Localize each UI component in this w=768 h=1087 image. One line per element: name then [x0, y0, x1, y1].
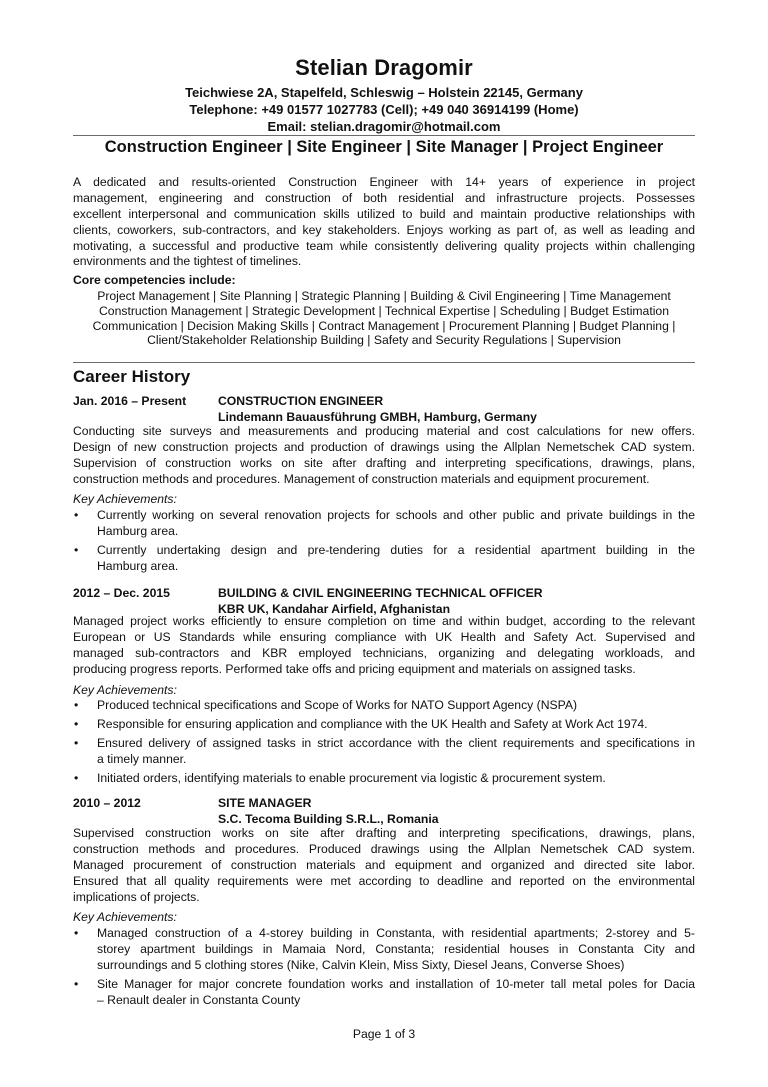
job-dates: Jan. 2016 – Present [73, 394, 187, 408]
competency-line: Project Management | Site Planning | Strategic Planning | Building & Civil Engineering | Time Management [97, 289, 671, 303]
description-line: Supervision of construction works on site after drafting and interpreting specifications, drawings, plans, [73, 455, 695, 470]
career-history-heading: Career History [73, 367, 191, 386]
achievement-item [73, 698, 695, 714]
summary-paragraph [73, 175, 695, 270]
key-achievements-label: Key Achievements: [73, 683, 177, 697]
key-achievements-label: Key Achievements: [73, 492, 177, 506]
achievement-text: Ensured delivery of assigned tasks in strict accordance with the client requirements and specifications in [97, 735, 695, 750]
bullet-icon: • [74, 698, 79, 712]
achievement-text: a timely manner. [97, 751, 187, 766]
section-divider [73, 362, 695, 363]
description-line: Conducting site surveys and measurements and producing material and cost calculations for new offers. [73, 424, 695, 438]
achievement-item [73, 977, 695, 1009]
job-header [73, 585, 695, 617]
achievement-text: Hamburg area. [97, 523, 179, 538]
page-number: Page 1 of 3 [352, 1027, 416, 1041]
job-role: BUILDING & CIVIL ENGINEERING TECHNICAL OFFICER [218, 586, 543, 600]
achievements-list [73, 508, 695, 578]
job-description [73, 424, 695, 488]
summary-line: management, engineering and construction of both residential and infrastructure projects. Possesses [73, 190, 695, 205]
description-line: managed sub-contractors and KBR employed technicians, organizing and delegating workloads, and [73, 645, 695, 660]
job-dates: 2010 – 2012 [73, 796, 141, 810]
bullet-icon: • [74, 770, 79, 785]
competency-line: Client/Stakeholder Relationship Building | Safety and Security Regulations | Supervision [147, 333, 621, 348]
achievement-text: Responsible for ensuring application and compliance with the UK Health and Safety at Work Act 1974. [97, 716, 648, 731]
achievements-list [73, 926, 695, 1012]
bullet-icon: • [74, 926, 79, 940]
summary-line: clients, coworkers, sub-contractors, and key stakeholders. Enjoys working as part of, as well as leading and [73, 222, 695, 237]
description-line: Managed project works efficiently to ensure completion on time and within budget, according to the relevant [73, 614, 695, 628]
bullet-icon: • [74, 716, 79, 731]
bullet-icon: • [74, 735, 79, 750]
achievement-item [73, 736, 695, 768]
achievement-text: Hamburg area. [97, 558, 179, 573]
description-line: construction methods and procedures. Management of construction materials and equipment procurement. [73, 471, 650, 486]
achievement-text: Currently undertaking design and pre-tendering duties for a residential apartment building in the [97, 542, 695, 557]
email: Email: stelian.dragomir@hotmail.com [267, 119, 501, 134]
job-role: CONSTRUCTION ENGINEER [218, 394, 384, 408]
description-line: European or US Standards while ensuring compliance with UK Health and Safety Act. Supervised and [73, 629, 695, 644]
achievements-list [73, 698, 695, 790]
achievement-text: storey apartment buildings in Mamaia Nord, Constanta; residential houses in Constanta City and [97, 941, 695, 956]
achievement-text: Produced technical specifications and Scope of Works for NATO Support Agency (NSPA) [97, 698, 578, 712]
achievement-item [73, 926, 695, 974]
bullet-icon: • [74, 508, 79, 522]
candidate-name: Stelian Dragomir [295, 55, 473, 80]
achievement-text: Initiated orders, identifying materials to enable procurement via logistic & procurement system. [97, 770, 606, 785]
address: Teichwiese 2A, Stapelfeld, Schleswig – Holstein 22145, Germany [185, 85, 583, 100]
header-divider [73, 135, 695, 136]
job-company: S.C. Tecoma Building S.R.L., Romania [218, 812, 439, 826]
core-competencies-list [73, 289, 695, 348]
description-line: Ensured that all quality requirements were met according to deadline and reported on the environmental [73, 873, 695, 888]
summary-line: environments and the tightest of timelines. [73, 254, 302, 269]
achievement-text: Managed construction of a 4-storey building in Constanta, with residential apartments; 2-storey and 5- [97, 926, 695, 940]
core-competencies-heading: Core competencies include: [73, 273, 236, 287]
description-line: Design of new construction projects and production of drawings using the Allplan Nemetschek CAD system. [73, 439, 695, 454]
job-role: SITE MANAGER [218, 796, 312, 810]
achievement-text: surroundings and 5 clothing stores (Nike, Calvin Klein, Miss Sixty, Diesel Jeans, Converse Shoes) [97, 957, 625, 972]
job-dates: 2012 – Dec. 2015 [73, 586, 170, 600]
competency-line: Construction Management | Strategic Development | Technical Expertise | Scheduling | Budget Estimation [99, 303, 669, 318]
job-company: Lindemann Bauausführung GMBH, Hamburg, Germany [218, 410, 537, 424]
bullet-icon: • [74, 542, 79, 557]
achievement-item [73, 543, 695, 575]
professional-titles: Construction Engineer | Site Engineer | Site Manager | Project Engineer [104, 138, 664, 156]
summary-line: motivating, a successful and productive team while consistently delivering quality projects within challenging [73, 238, 695, 253]
description-line: construction methods and procedures. Produced drawings using the Allplan Nemetschek CAD system. [73, 841, 695, 856]
achievement-item [73, 717, 695, 733]
description-line: producing progress reports. Performed take offs and pricing equipment and materials on assigned tasks. [73, 661, 636, 676]
summary-line: A dedicated and results-oriented Construction Engineer with 14+ years of experience in project [73, 175, 695, 189]
achievement-text: – Renault dealer in Constanta County [97, 992, 301, 1007]
summary-line: excellent interpersonal and communication skills utilized to build and maintain productive relationships with [73, 206, 695, 221]
achievement-item [73, 771, 695, 787]
job-header [73, 795, 695, 827]
achievement-text: Site Manager for major concrete foundation works and installation of 10-meter tall metal poles for Dacia [97, 976, 695, 991]
competency-line: Communication | Decision Making Skills | Contract Management | Procurement Planning | Budget Planning | [92, 318, 676, 333]
job-description [73, 614, 695, 678]
bullet-icon: • [74, 976, 79, 991]
job-company: KBR UK, Kandahar Airfield, Afghanistan [218, 602, 451, 616]
telephone: Telephone: +49 01577 1027783 (Cell); +49 040 36914199 (Home) [189, 102, 579, 117]
key-achievements-label: Key Achievements: [73, 910, 177, 924]
job-header [73, 393, 695, 425]
description-line: implications of projects. [73, 889, 200, 904]
achievement-item [73, 508, 695, 540]
job-description [73, 826, 695, 905]
description-line: Supervised construction works on site after drafting and interpreting specifications, drawings, plans, [73, 826, 695, 840]
achievement-text: Currently working on several renovation projects for schools and other public and private buildings in the [97, 508, 695, 522]
description-line: Managed procurement of construction materials and equipment and organized and directed site labor. [73, 857, 695, 872]
